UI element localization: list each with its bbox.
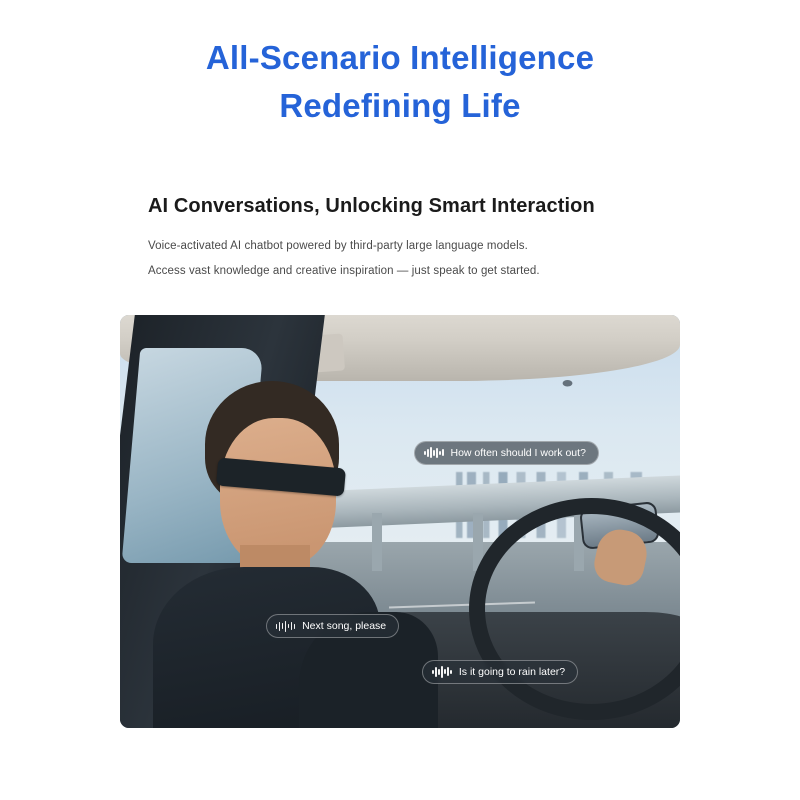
voice-bubble [414, 441, 599, 465]
waveform-icon [424, 447, 444, 459]
voice-bubble [422, 660, 578, 684]
person [170, 381, 461, 728]
hero-title-line-2: Redefining Life [279, 87, 521, 124]
feature-image [120, 315, 680, 728]
section-title: AI Conversations, Unlocking Smart Interaction [148, 195, 595, 217]
voice-bubble [266, 614, 400, 638]
waveform-icon [276, 620, 296, 632]
feature-section [0, 192, 800, 284]
section-paragraph-1: Voice-activated AI chatbot powered by third-party large language models. [148, 240, 528, 252]
voice-bubble-text: How often should I work out? [450, 446, 586, 459]
voice-bubble-text: Next song, please [302, 620, 387, 633]
voice-bubble-text: Is it going to rain later? [458, 665, 566, 678]
photo-scene [120, 315, 680, 728]
bird-icon: ⬬ [562, 375, 573, 390]
waveform-icon [432, 666, 452, 678]
section-paragraph-2: Access vast knowledge and creative inspiration — just speak to get started. [148, 265, 540, 277]
hero-title-line-1: All-Scenario Intelligence [205, 39, 595, 76]
hero-heading [0, 0, 800, 130]
